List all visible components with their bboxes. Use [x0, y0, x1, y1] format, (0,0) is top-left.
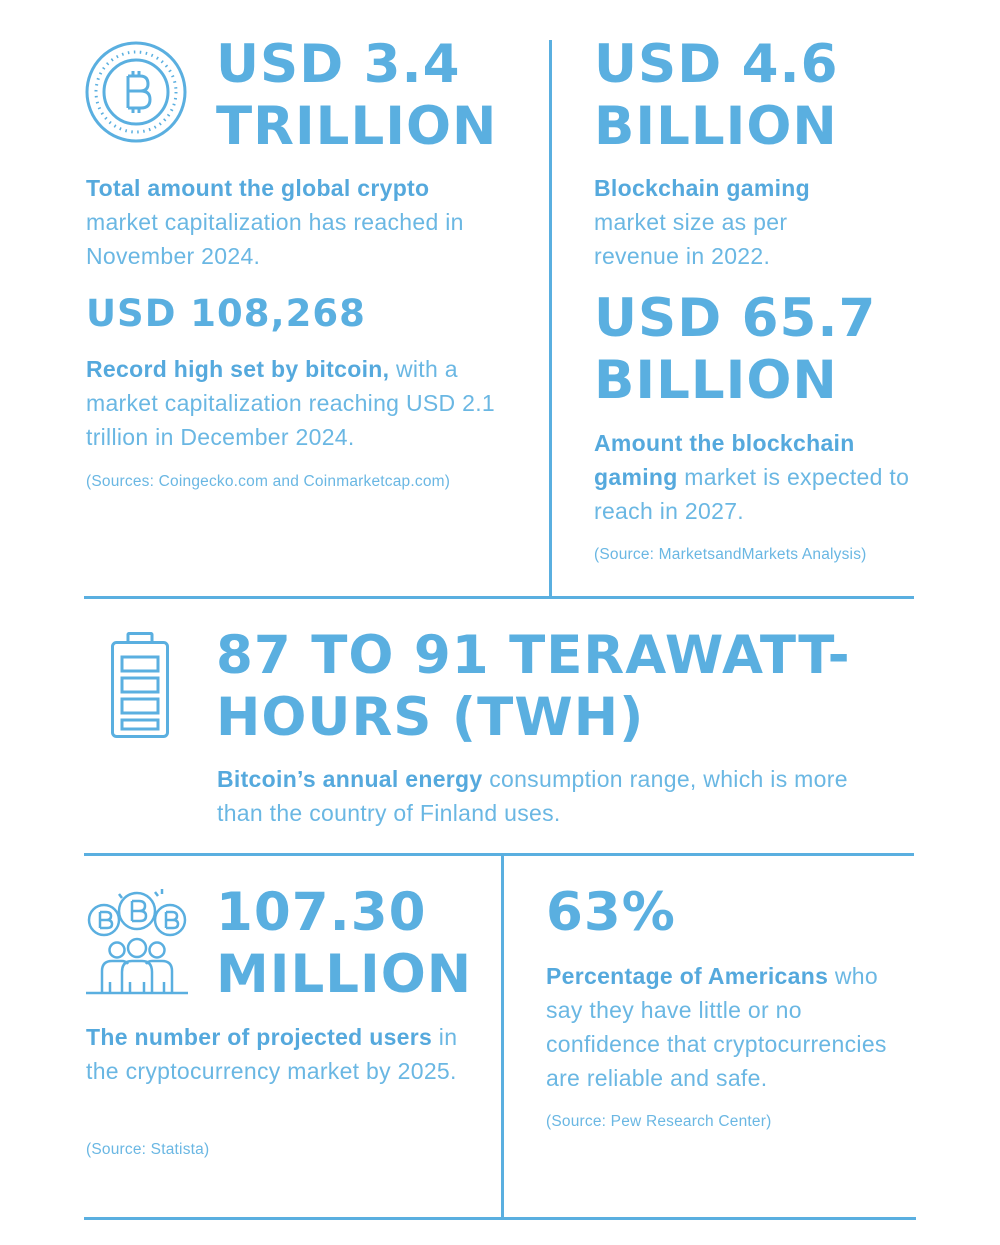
gaming-2027-value: [594, 288, 876, 412]
crypto-market-desc-bold: Total amount the global crypto: [86, 175, 430, 201]
gaming-2027-value-line1: USD 65.7: [594, 288, 877, 349]
users-source: (Source: Statista): [86, 1141, 210, 1158]
bitcoin-record-desc-bold: Record high set by bitcoin,: [86, 356, 390, 382]
energy-value-line2: HOURS (TWH): [216, 687, 645, 748]
crypto-market-value-line2: TRILLION: [216, 96, 498, 157]
divider-vertical-bottom: [501, 855, 504, 1219]
gaming-2027-desc-bold: Amount the blockchain gaming: [594, 430, 855, 490]
americans-desc: [546, 959, 916, 1095]
crypto-market-desc-rest: market capitalization has reached in November 2024.: [86, 209, 464, 269]
energy-desc-bold: Bitcoin’s annual energy: [217, 766, 483, 792]
gaming-2022-desc: [594, 171, 844, 273]
bitcoin-record-desc-rest: with a market capitalization reaching USD 2.1 trillion in December 2024.: [86, 356, 495, 450]
crypto-market-value: [216, 34, 497, 158]
energy-value-line1: 87 TO 91 TERAWATT-: [216, 625, 851, 686]
energy-value: [216, 625, 851, 749]
users-desc: [86, 1020, 466, 1088]
bitcoin-coin-icon: [84, 40, 188, 144]
bitcoin-record-source: (Sources: Coingecko.com and Coinmarketcap.com): [86, 473, 451, 490]
users-value: [216, 882, 472, 1006]
divider-horizontal-2: [84, 853, 914, 856]
divider-horizontal-3: [84, 1217, 916, 1220]
gaming-2027-source: (Source: MarketsandMarkets Analysis): [594, 546, 867, 563]
gaming-2022-value-line2: BILLION: [594, 96, 838, 157]
energy-desc: [217, 762, 877, 830]
users-desc-bold: The number of projected users: [86, 1024, 433, 1050]
crypto-market-desc: [86, 171, 496, 273]
gaming-2022-desc-bold: Blockchain gaming: [594, 175, 810, 201]
gaming-2027-value-line2: BILLION: [594, 350, 838, 411]
energy-desc-rest: consumption range, which is more than the country of Finland uses.: [217, 766, 848, 826]
divider-horizontal-1: [84, 596, 914, 599]
users-value-line1: 107.30: [216, 882, 427, 943]
divider-vertical-top: [549, 40, 552, 597]
gaming-2027-desc: [594, 426, 914, 528]
gaming-2022-value: [594, 34, 839, 158]
bitcoin-record-value: USD 108,268: [86, 292, 366, 335]
americans-desc-rest: who say they have little or no confidence that cryptocurrencies are reliable and safe.: [546, 963, 887, 1091]
gaming-2022-desc-rest: market size as per revenue in 2022.: [594, 209, 788, 269]
bitcoin-users-icon: [84, 886, 190, 996]
gaming-2027-desc-rest: market is expected to reach in 2027.: [594, 464, 910, 524]
battery-icon: [110, 631, 170, 739]
crypto-market-value-line1: USD 3.4: [216, 34, 461, 95]
americans-value: 63%: [546, 882, 676, 943]
users-value-line2: MILLION: [216, 944, 473, 1005]
users-desc-rest: in the cryptocurrency market by 2025.: [86, 1024, 458, 1084]
americans-source: (Source: Pew Research Center): [546, 1113, 772, 1130]
americans-desc-bold: Percentage of Americans: [546, 963, 829, 989]
bitcoin-record-desc: [86, 352, 516, 454]
gaming-2022-value-line1: USD 4.6: [594, 34, 839, 95]
